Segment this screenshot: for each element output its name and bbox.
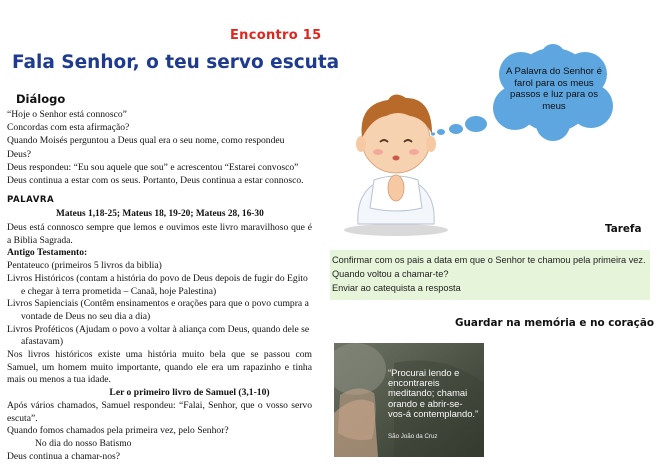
- book-sapienciais: Livros Sapienciais (Contêm ensinamentos e orações para que o povo cumpra a vontade de Deus no seu dia a dia): [7, 298, 309, 322]
- book-profeticos: Livros Proféticos (Ajudam o povo a voltar à aliança com Deus, quando dele se afastavam): [7, 323, 310, 348]
- chamados-paragraph: Após vários chamados, Samuel respondeu: “Falai, Senhor, que o vosso servo escuta”.: [7, 399, 312, 424]
- palavra-intro: Deus está connosco sempre que lemos e ouvimos este livro maravilhoso que é a Biblia Sagrada.: [7, 222, 312, 246]
- dialogo-line: Deus respondeu: “Eu sou aquele que sou” e acrescentou “Estarei convosco”: [7, 161, 299, 173]
- guardar-heading: Guardar na memória e no coração: [455, 317, 654, 329]
- dialogo-line: Concordas com esta afirmação?: [7, 122, 130, 134]
- praying-child-illustration: [336, 84, 456, 236]
- palavra-body: [7, 222, 312, 463]
- tarefa-text: [332, 253, 648, 295]
- book-pentateuco: Pentateuco (primeiros 5 livros da biblia): [7, 260, 162, 272]
- encontro-label: Encontro 15: [230, 28, 322, 43]
- dialogo-text: [7, 108, 327, 187]
- cloud-quote: A Palavra do Senhor é farol para os meus passos e luz para os meus: [506, 66, 603, 112]
- dialogo-line: “Hoje o Senhor está connosco”: [7, 109, 127, 120]
- dialogo-line: Deus continua a estar com os seus. Portanto, Deus continua a estar connosco.: [7, 175, 304, 187]
- dialogo-line: Deus?: [7, 148, 31, 160]
- tarefa-line: Confirmar com os pais a data em que o Senhor te chamou pela primeira vez.: [332, 255, 646, 265]
- tarefa-line: Quando voltou a chamar-te?: [332, 269, 449, 279]
- book-historicos: [7, 273, 312, 298]
- batismo-line: No dia do nosso Batismo: [35, 437, 132, 449]
- final-question: Deus continua a chamar-nos?: [7, 450, 121, 462]
- tarefa-line: Enviar ao catequista a resposta: [332, 283, 461, 293]
- dialogo-heading: Diálogo: [16, 92, 66, 106]
- samuel-paragraph: Nos livros históricos existe uma história muito bela que se passou com Samuel, um homem muito importante, quando ele era um rapazinho e tinha mais ou menos a tua idade.: [7, 349, 312, 386]
- antigo-testamento-heading: Antigo Testamento:: [7, 247, 88, 259]
- tarefa-heading: Tarefa: [605, 223, 642, 235]
- book-historicos-text: Livros Históricos (contam a história do povo de Deus depois de fugir do Egito e chegar à terra prometida – Canaã, hoje Palestina): [7, 272, 308, 297]
- ler-samuel-heading: Ler o primeiro livro de Samuel (3,1-10): [109, 387, 270, 399]
- memory-quote: “Procurai lendo e encontrareis meditando; chamai orando e abrir-se-vos-á contemplando.”: [388, 367, 479, 419]
- dialogo-line: Quando Moisés perguntou a Deus qual era o seu nome, como respondeu: [7, 135, 285, 147]
- page-title: Fala Senhor, o teu servo escuta: [12, 52, 340, 73]
- quote-author: São João da Cruz: [388, 433, 438, 440]
- pergunta-line: Quando fomos chamados pela primeira vez, pelo Senhor?: [7, 425, 229, 437]
- palavra-heading: PALAVRA: [7, 195, 55, 205]
- bible-references: Mateus 1,18-25; Mateus 18, 19-20; Mateus 28, 16-30: [56, 209, 264, 219]
